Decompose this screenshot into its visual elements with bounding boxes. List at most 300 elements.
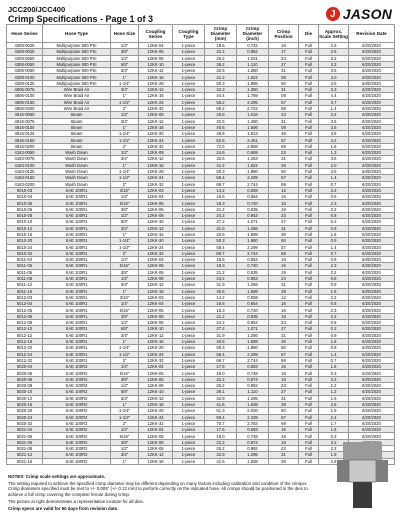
table-cell: 1-1/4" <box>111 80 139 86</box>
notes-validity: Crimp specs are valid for 90 days from revision date. <box>8 506 119 512</box>
table-cell: 1.280 <box>237 68 269 74</box>
table-cell: Wash Down <box>43 162 111 168</box>
table-cell: SAE 100R1 <box>43 288 111 294</box>
table-cell: 2.6 <box>319 49 349 55</box>
table-cell: 1.295 <box>237 452 269 458</box>
table-cell: 1-piece <box>173 313 205 319</box>
table-cell: 1.256 <box>237 282 269 288</box>
table-cell: 1-piece <box>173 187 205 193</box>
table-cell: 6/20/2020 <box>349 49 395 55</box>
table-cell: 1/2" <box>111 112 139 118</box>
table-cell: 6/20/2020 <box>349 150 395 156</box>
table-cell: 1-1/4" <box>111 131 139 137</box>
table-cell: 4183-0075 <box>7 156 43 162</box>
table-cell: SAE 100R1 <box>43 263 111 269</box>
table-cell: SAE 100R2 <box>43 458 111 464</box>
table-cell: 23 <box>269 150 299 156</box>
table-cell: 6/20/2020 <box>349 80 395 86</box>
table-cell: 6/20/2020 <box>349 43 395 49</box>
table-cell: 6/20/2020 <box>349 257 395 263</box>
table-cell: 0.559 <box>237 294 269 300</box>
table-cell: 39 <box>269 231 299 237</box>
table-cell: Full <box>299 401 319 407</box>
table-cell: 6/20/2020 <box>349 401 395 407</box>
table-cell: 0.874 <box>237 439 269 445</box>
table-cell: 1/2" <box>111 150 139 156</box>
table-cell: Full <box>299 175 319 181</box>
table-cell: 12KK-06 <box>139 439 173 445</box>
table-cell: 2.2 <box>319 446 349 452</box>
table-cell: 5021-16 <box>7 458 43 464</box>
table-cell: Full <box>299 131 319 137</box>
table-cell: SAE 100R2 <box>43 383 111 389</box>
table-cell: 08 <box>269 93 299 99</box>
table-cell: 12KK-10 <box>139 326 173 332</box>
table-cell: 12KK-04 <box>139 301 173 307</box>
table-cell: 2.020 <box>237 408 269 414</box>
page-header <box>8 6 153 24</box>
table-cell: 5012-08 <box>7 320 43 326</box>
table-cell: 5020-05 <box>7 370 43 376</box>
table-cell: 5012-32 <box>7 357 43 363</box>
table-cell: 0.9 <box>319 282 349 288</box>
table-cell: 1.3 <box>319 150 349 156</box>
table-cell: 0.835 <box>237 206 269 212</box>
table-cell: 1.071 <box>237 219 269 225</box>
table-cell: 0.559 <box>237 187 269 193</box>
die-position-diagram <box>335 440 390 510</box>
table-cell: 5/16" <box>111 200 139 206</box>
table-cell: Full <box>299 351 319 357</box>
col-header: Hose Type <box>43 25 111 43</box>
table-cell: 19.0 <box>205 433 237 439</box>
table-cell: 2.339 <box>237 414 269 420</box>
table-cell: 27 <box>269 61 299 67</box>
table-cell: 58.4 <box>205 351 237 357</box>
table-cell: 1-piece <box>173 143 205 149</box>
table-cell: 3.6 <box>319 131 349 137</box>
table-cell: Full <box>299 162 319 168</box>
table-cell: 58.4 <box>205 175 237 181</box>
table-cell: 1-piece <box>173 301 205 307</box>
table-cell: 12KK-32 <box>139 143 173 149</box>
table-cell: 2.858 <box>237 143 269 149</box>
table-cell: 1-1/4" <box>111 345 139 351</box>
table-cell: 0.969 <box>237 150 269 156</box>
table-cell: 2.295 <box>237 99 269 105</box>
table-cell: Full <box>299 357 319 363</box>
table-cell: 6/20/2020 <box>349 357 395 363</box>
table-cell: 2.299 <box>237 175 269 181</box>
table-cell: 31 <box>269 395 299 401</box>
table-cell: 50.3 <box>205 168 237 174</box>
table-cell: 3/4" <box>111 87 139 93</box>
table-cell: 5010-10 <box>7 219 43 225</box>
table-cell: 50 <box>269 80 299 86</box>
table-cell: 31.9 <box>205 225 237 231</box>
table-cell: Full <box>299 433 319 439</box>
table-cell: Full <box>299 275 319 281</box>
table-cell: Full <box>299 364 319 370</box>
table-cell: 21.2 <box>205 269 237 275</box>
table-cell: Wash Down <box>43 175 111 181</box>
table-cell: 1-piece <box>173 168 205 174</box>
table-cell: 5010-03 <box>7 187 43 193</box>
table-cell: 12KK-20 <box>139 408 173 414</box>
table-cell: 32.9 <box>205 452 237 458</box>
table-cell: 0.732 <box>237 43 269 49</box>
table-cell: 5020-10 <box>7 389 43 395</box>
table-cell: 1-piece <box>173 332 205 338</box>
table-cell: 16 <box>269 307 299 313</box>
table-cell: 6/20/2020 <box>349 244 395 250</box>
table-cell: 3.0 <box>319 74 349 80</box>
table-cell: 1" <box>111 231 139 237</box>
col-header: Revision Date <box>349 25 395 43</box>
table-cell: Full <box>299 332 319 338</box>
table-cell: 1-piece <box>173 213 205 219</box>
table-cell: Full <box>299 93 319 99</box>
table-cell: 3.5 <box>319 68 349 74</box>
table-cell: 2.6 <box>319 458 349 464</box>
table-cell: 6/20/2020 <box>349 112 395 118</box>
table-cell: 50 <box>269 238 299 244</box>
table-cell: 4816-0050 <box>7 112 43 118</box>
table-cell: 12KK-32 <box>139 250 173 256</box>
ferrule <box>349 460 376 482</box>
table-cell: Full <box>299 55 319 61</box>
table-cell: Full <box>299 376 319 382</box>
table-cell: 12KK-08 <box>139 383 173 389</box>
table-cell: Full <box>299 338 319 344</box>
table-cell: 12KK-12 <box>139 452 173 458</box>
table-cell: 1-piece <box>173 150 205 156</box>
table-cell: 23 <box>269 446 299 452</box>
table-cell: 2.2 <box>319 269 349 275</box>
table-cell: 26.2 <box>205 55 237 61</box>
table-cell: 5021-08 <box>7 446 43 452</box>
table-cell: 16 <box>269 194 299 200</box>
table-cell: 12KK-24 <box>139 137 173 143</box>
table-cell: Full <box>299 43 319 49</box>
table-cell: 1-piece <box>173 414 205 420</box>
table-cell: Full <box>299 137 319 143</box>
table-cell: 57 <box>269 351 299 357</box>
table-cell: 19 <box>269 269 299 275</box>
table-cell: 0.7 <box>319 250 349 256</box>
table-cell: 6/20/2020 <box>349 364 395 370</box>
table-cell: 5011-16 <box>7 288 43 294</box>
table-cell: 17 <box>269 49 299 55</box>
table-cell: 31 <box>269 452 299 458</box>
table-cell: 0.9 <box>319 345 349 351</box>
table-cell: 31 <box>269 118 299 124</box>
table-cell: 6/20/2020 <box>349 74 395 80</box>
table-cell: 16 <box>269 200 299 206</box>
table-cell: 0.835 <box>237 313 269 319</box>
table-cell: 4308-0050 <box>7 55 43 61</box>
table-cell: 1.622 <box>237 74 269 80</box>
table-cell: 1-piece <box>173 257 205 263</box>
table-cell: 19 <box>269 206 299 212</box>
table-cell: 6/20/2020 <box>349 219 395 225</box>
table-cell: 1.2 <box>319 389 349 395</box>
table-cell: SAE 100R1 <box>43 250 111 256</box>
table-cell: Full <box>299 427 319 433</box>
table-cell: 16 <box>269 301 299 307</box>
table-cell: 6/20/2020 <box>349 93 395 99</box>
table-header-row <box>7 25 395 43</box>
table-cell: 5021-12 <box>7 452 43 458</box>
table-cell: 0.8 <box>319 213 349 219</box>
table-cell: 1-piece <box>173 401 205 407</box>
table-cell: SAE 100R2 <box>43 439 111 445</box>
table-cell: 1-piece <box>173 124 205 130</box>
table-cell: 4816-0200 <box>7 143 43 149</box>
table-cell: 2" <box>111 143 139 149</box>
table-cell: Full <box>299 288 319 294</box>
table-cell: 41.2 <box>205 74 237 80</box>
table-cell: 1-piece <box>173 294 205 300</box>
table-cell: 22.2 <box>205 49 237 55</box>
table-cell: 12KK-32 <box>139 357 173 363</box>
table-cell: 1.598 <box>237 288 269 294</box>
table-cell: 18.3 <box>205 307 237 313</box>
table-cell: 2.2 <box>319 112 349 118</box>
table-cell: SAE 100R1 <box>43 219 111 225</box>
table-cell: 6/20/2020 <box>349 338 395 344</box>
table-cell: 2.461 <box>237 137 269 143</box>
table-cell: 5020-32 <box>7 420 43 426</box>
notes-section <box>8 474 308 513</box>
table-cell: 1.6 <box>319 338 349 344</box>
table-cell: 31.9 <box>205 332 237 338</box>
table-cell: 0.992 <box>237 446 269 452</box>
table-cell: 3/4" <box>111 282 139 288</box>
table-cell: 5012-05 <box>7 307 43 313</box>
table-cell: 69.7 <box>205 250 237 256</box>
table-cell: 72.6 <box>205 143 237 149</box>
table-cell: 3.6 <box>319 156 349 162</box>
table-cell: Full <box>299 307 319 313</box>
table-cell: 39 <box>269 288 299 294</box>
col-header: Crimp Diameter (inch) <box>237 25 269 43</box>
table-cell: SAE 100R1 <box>43 238 111 244</box>
col-header: Crimp Diameter (mm) <box>205 25 237 43</box>
crimp-spec-table <box>6 24 395 465</box>
table-cell: 0.2 <box>319 326 349 332</box>
table-cell: 1-1/2" <box>111 137 139 143</box>
logo-mark-icon: J <box>326 7 340 21</box>
table-cell: 1-piece <box>173 338 205 344</box>
table-cell: 2.2 <box>319 294 349 300</box>
table-cell: 1-piece <box>173 439 205 445</box>
table-cell: 1.295 <box>237 395 269 401</box>
table-cell: Full <box>299 269 319 275</box>
table-cell: 2.722 <box>237 105 269 111</box>
table-cell: 1-piece <box>173 162 205 168</box>
table-cell: 6/20/2020 <box>349 307 395 313</box>
table-cell: 12KK-16 <box>139 338 173 344</box>
table-cell: 3/4" <box>111 332 139 338</box>
table-cell: SAE 100R1 <box>43 206 111 212</box>
table-cell: 18.3 <box>205 263 237 269</box>
table-cell: 1-piece <box>173 200 205 206</box>
table-cell: Full <box>299 194 319 200</box>
table-cell: 1-piece <box>173 383 205 389</box>
table-cell: 12KK-05 <box>139 370 173 376</box>
table-cell: 1.031 <box>237 55 269 61</box>
table-cell: SAE 100R2 <box>43 408 111 414</box>
table-cell: 6/20/2020 <box>349 389 395 395</box>
table-cell: 4308-0025 <box>7 49 43 55</box>
table-cell: Full <box>299 294 319 300</box>
table-cell: 3/16" <box>111 294 139 300</box>
table-cell: 12KK-32 <box>139 105 173 111</box>
table-cell: 41.6 <box>205 401 237 407</box>
table-cell: 3.2 <box>319 61 349 67</box>
table-cell: 3/8" <box>111 439 139 445</box>
table-cell: 1" <box>111 338 139 344</box>
table-cell: SAE 100R1 <box>43 275 111 281</box>
table-cell: 2.6 <box>319 401 349 407</box>
table-cell: Steam <box>43 124 111 130</box>
table-cell: 19 <box>269 433 299 439</box>
table-cell: Full <box>299 320 319 326</box>
table-cell: 1.6 <box>319 288 349 294</box>
col-header: Approx. Scale Setting <box>319 25 349 43</box>
table-cell: 1-piece <box>173 49 205 55</box>
table-cell: 24.2 <box>205 275 237 281</box>
table-cell: 4183-0200 <box>7 181 43 187</box>
table-cell: Full <box>299 143 319 149</box>
table-cell: Multipurpose 500 PSI <box>43 55 111 61</box>
table-cell: 12KK-03 <box>139 294 173 300</box>
col-header: Die <box>299 25 319 43</box>
table-cell: 3.7 <box>319 99 349 105</box>
table-cell: 2.6 <box>319 43 349 49</box>
table-cell: 31 <box>269 225 299 231</box>
table-cell: 17.6 <box>205 364 237 370</box>
table-cell: Wire Braid Air <box>43 87 111 93</box>
table-cell: 1" <box>111 401 139 407</box>
table-cell: 50.3 <box>205 238 237 244</box>
table-cell: 6/20/2020 <box>349 376 395 382</box>
table-cell: 5012-16 <box>7 338 43 344</box>
table-cell: 5010-20 <box>7 238 43 244</box>
table-cell: SAE 100R1 <box>43 338 111 344</box>
table-cell: 5011-12 <box>7 282 43 288</box>
table-cell: Full <box>299 345 319 351</box>
table-cell: Full <box>299 439 319 445</box>
table-cell: 6/20/2020 <box>349 118 395 124</box>
table-cell: 6/20/2020 <box>349 250 395 256</box>
table-cell: SAE 100R2 <box>43 376 111 382</box>
table-cell: 1.016 <box>237 112 269 118</box>
table-cell: 3.2 <box>319 439 349 445</box>
table-cell: 4308-0025 <box>7 43 43 49</box>
table-cell: Full <box>299 150 319 156</box>
table-cell: 1.606 <box>237 124 269 130</box>
table-cell: 12KK-24 <box>139 351 173 357</box>
table-cell: 6/20/2020 <box>349 263 395 269</box>
table-cell: 69 <box>269 420 299 426</box>
table-cell: 6/20/2020 <box>349 181 395 187</box>
table-cell: 23 <box>269 213 299 219</box>
table-cell: 1-piece <box>173 118 205 124</box>
table-cell: SAE 100R2 <box>43 395 111 401</box>
table-cell: 2" <box>111 181 139 187</box>
table-cell: 40.6 <box>205 231 237 237</box>
table-cell: 6/20/2020 <box>349 294 395 300</box>
table-cell: 40.6 <box>205 124 237 130</box>
table-cell: 08 <box>269 74 299 80</box>
table-cell: 3.3 <box>319 87 349 93</box>
table-cell: Full <box>299 250 319 256</box>
table-cell: 3/4" <box>111 452 139 458</box>
table-cell: 1.980 <box>237 238 269 244</box>
table-cell: 0.953 <box>237 213 269 219</box>
table-cell: Full <box>299 452 319 458</box>
table-cell: 39 <box>269 401 299 407</box>
table-cell: 41.2 <box>205 162 237 168</box>
table-cell: 1/4" <box>111 194 139 200</box>
table-cell: 5/8" <box>111 326 139 332</box>
table-cell: 3/8" <box>111 49 139 55</box>
table-cell: 40.6 <box>205 338 237 344</box>
table-cell: 12KK-12 <box>139 395 173 401</box>
table-cell: 12KK-08 <box>139 446 173 452</box>
table-cell: 12KK-08 <box>139 112 173 118</box>
table-cell: 1-piece <box>173 206 205 212</box>
table-cell: 1.4 <box>319 175 349 181</box>
table-cell: 2.3 <box>319 263 349 269</box>
table-cell: 6/20/2020 <box>349 175 395 181</box>
table-cell: 1-piece <box>173 446 205 452</box>
table-cell: 5012-24 <box>7 351 43 357</box>
table-cell: 1-piece <box>173 389 205 395</box>
table-cell: 1-1/2" <box>111 414 139 420</box>
table-cell: 0.2 <box>319 219 349 225</box>
table-cell: 4308-0100 <box>7 74 43 80</box>
table-cell: 31 <box>269 87 299 93</box>
table-cell: 2.299 <box>237 351 269 357</box>
table-cell: 1-piece <box>173 112 205 118</box>
table-cell: 1/4" <box>111 257 139 263</box>
table-cell: 0.693 <box>237 427 269 433</box>
table-cell: Full <box>299 395 319 401</box>
table-cell: SAE 100R1 <box>43 231 111 237</box>
table-cell: 0.693 <box>237 364 269 370</box>
table-cell: 27.2 <box>205 326 237 332</box>
table-cell: 16 <box>269 427 299 433</box>
table-cell: Wash Down <box>43 168 111 174</box>
table-cell: 0.6 <box>319 257 349 263</box>
table-cell: 0.9 <box>319 225 349 231</box>
table-cell: 23 <box>269 112 299 118</box>
table-cell: 1-piece <box>173 395 205 401</box>
table-cell: 5011-05 <box>7 263 43 269</box>
table-cell: 6/20/2020 <box>349 427 395 433</box>
table-cell: 12KK-05 <box>139 263 173 269</box>
table-cell: 6/20/2020 <box>349 420 395 426</box>
table-cell: 69.7 <box>205 357 237 363</box>
table-cell: 50.3 <box>205 345 237 351</box>
table-cell: 12KK-20 <box>139 238 173 244</box>
table-cell: Wire Braid Air <box>43 93 111 99</box>
table-cell: 2.4 <box>319 414 349 420</box>
table-cell: 18.6 <box>205 43 237 49</box>
